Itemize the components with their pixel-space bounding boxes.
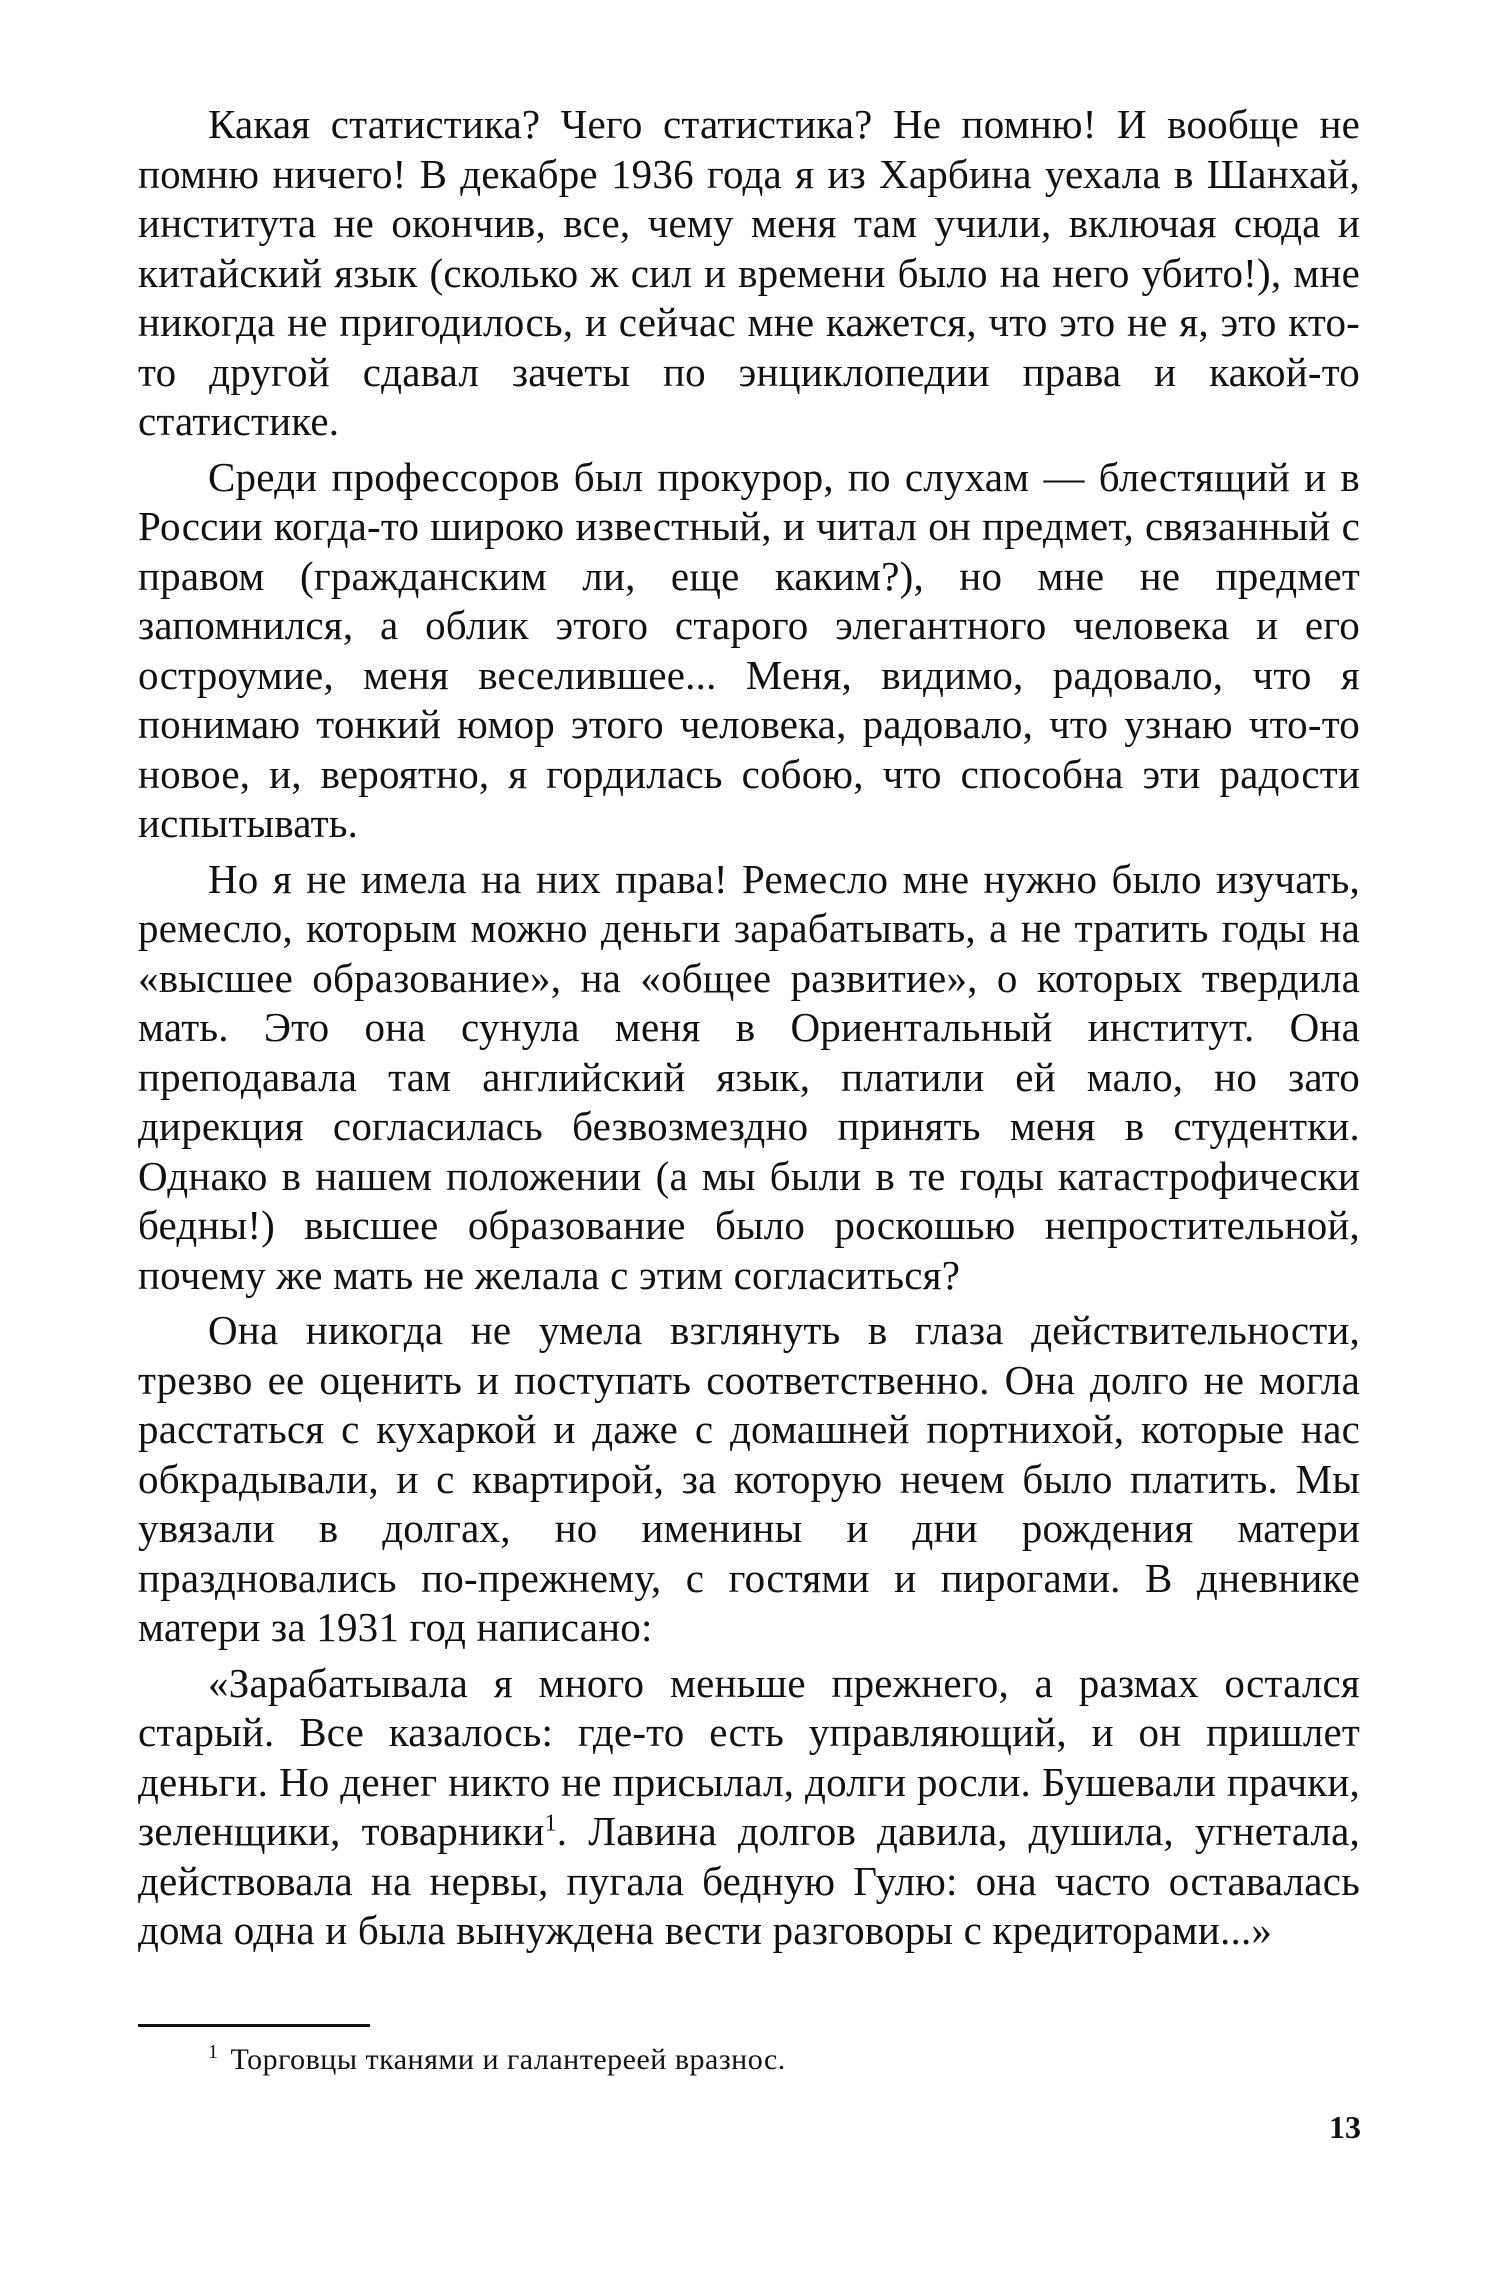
quote-text-after-note: . Лавина долгов давила, душила, угнетала, действовала на нервы, пугала бедную Гулю: она часто оставалась дома одна и была вынуждена вести разговоры с кредиторами...»	[138, 1808, 1360, 1953]
paragraph-3: Но я не имела на них права! Ремесло мне нужно было изучать, ремесло, которым можно деньги зарабатывать, а не тратить годы на «высшее образование», на «общее развитие», о которых твердила мать. Это она сунула меня в Ориентальный институт. Она преподавала там английский язык, платили ей мало, но зато дирекция согласилась безвозмездно принять меня в студентки. Однако в нашем положении (а мы были в те годы катастрофически бедны!) высшее образование было роскошью непростительной, почему же мать не желала с этим согласиться?	[138, 855, 1360, 1298]
footnote-divider	[138, 2024, 370, 2027]
footnote-text: Торговцы тканями и галантереей вразнос.	[230, 2043, 786, 2076]
paragraph-5-diary-quote	[138, 1659, 1360, 1956]
paragraph-1: Какая статистика? Чего статистика? Не помню! И вообще не помню ничего! В декабре 1936 года я из Харбина уехала в Шанхай, института не окончив, все, чему меня там учили, включая сюда и китайский язык (сколько ж сил и времени было на него убито!), мне никогда не пригодилось, и сейчас мне кажется, что это не я, это кто-то другой сдавал зачеты по энциклопедии права и какой-то статистике.	[138, 101, 1360, 444]
paragraph-2: Среди профессоров был прокурор, по слухам — блестящий и в России когда-то широко известный, и читал он предмет, связанный с правом (гражданским ли, еще каким?), но мне не предмет запомнился, а облик этого старого элегантного человека и его остроумие, меня веселившее... Меня, видимо, радовало, что я понимаю тонкий юмор этого человека, радовало, что узнаю что-то новое, и, вероятно, я гордилась собою, что способна эти радости испытывать.	[138, 453, 1360, 846]
paragraph-4: Она никогда не умела взглянуть в глаза действительности, трезво ее оценить и поступать соответственно. Она долго не могла расстаться с кухаркой и даже с домашней портнихой, которые нас обкрадывали, и с квартирой, за которую нечем было платить. Мы увязали в долгах, но именины и дни рождения матери праздновались по-прежнему, с гостями и пирогами. В дневнике матери за 1931 год написано:	[138, 1307, 1360, 1650]
page-number: 13	[1329, 2109, 1361, 2145]
footnote-mark: 1	[208, 2041, 219, 2063]
footnote	[208, 2040, 1358, 2080]
quote-text-before-note: «Зарабатывала я много меньше прежнего, а размах остался старый. Все казалось: где-то есть управляющий, и он пришлет деньги. Но денег никто не присылал, долги росли. Бушевали прачки, зеленщики, товарники	[138, 1659, 1360, 1854]
footnote-reference: 1	[544, 1810, 557, 1837]
page-body	[138, 100, 1360, 1956]
